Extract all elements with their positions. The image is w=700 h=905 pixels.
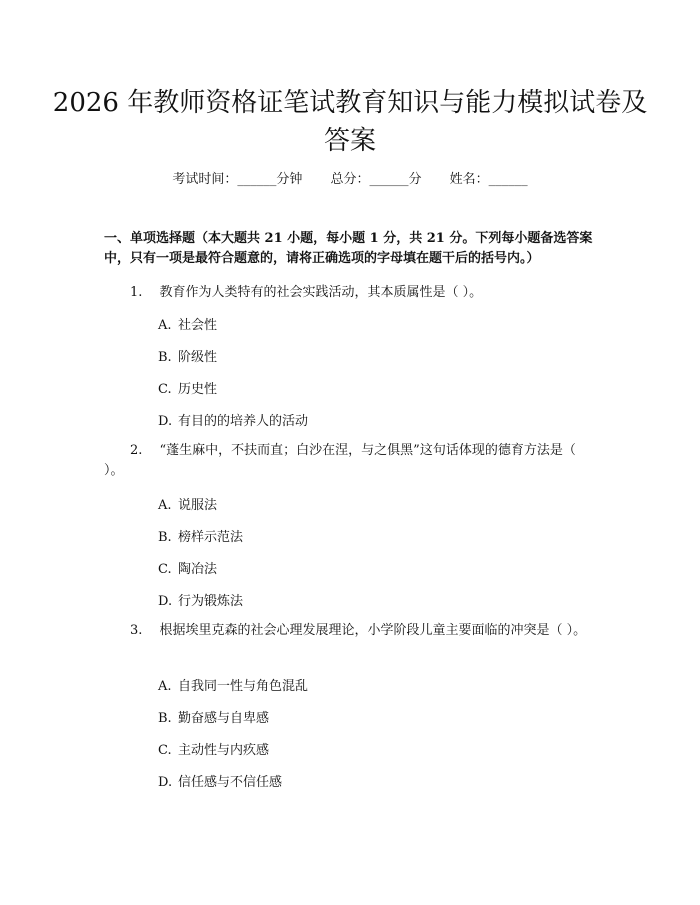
option-letter: B.	[158, 711, 172, 726]
option-1a	[158, 314, 217, 333]
option-2a	[158, 494, 217, 513]
option-text: 历史性	[178, 382, 218, 397]
option-letter: C.	[158, 382, 172, 397]
option-3c	[158, 739, 269, 758]
option-letter: D.	[158, 414, 173, 429]
option-letter: C.	[158, 562, 172, 577]
option-2d	[158, 590, 243, 609]
option-letter: D.	[158, 594, 173, 609]
question-stem: 1. 教育作为人类特有的社会实践活动，其本质属性是（ ）。	[130, 285, 483, 300]
option-3d	[158, 771, 282, 790]
option-text: 主动性与内疚感	[178, 743, 270, 758]
option-letter: A.	[158, 498, 172, 513]
section-heading: 一、单项选择题（本大题共 21 小题，每小题 1 分，共 21 分。下列每小题备选答案中，只有一项是最符合题意的，请将正确选项的字母填在题干后的括号内。）	[104, 231, 593, 266]
option-text: 社会性	[178, 318, 218, 333]
student-name: 姓名：______	[449, 172, 528, 187]
option-text: 勤奋感与自卑感	[178, 711, 270, 726]
question-stem: 2. “蓬生麻中，不扶而直；白沙在涅，与之俱黑”这句话体现的德育方法是（ ）。	[104, 443, 576, 478]
option-text: 信任感与不信任感	[178, 775, 283, 790]
option-2b	[158, 526, 243, 545]
option-text: 榜样示范法	[178, 530, 244, 545]
option-1b	[158, 346, 217, 365]
option-2c	[158, 558, 217, 577]
option-letter: B.	[158, 530, 172, 545]
total-score: 总分：______分	[330, 172, 422, 187]
option-1d	[158, 410, 308, 429]
option-text: 说服法	[178, 498, 218, 513]
option-1c	[158, 378, 217, 397]
option-text: 行为锻炼法	[178, 594, 244, 609]
option-text: 自我同一性与角色混乱	[178, 679, 309, 694]
exam-info-line	[0, 168, 700, 187]
option-3a	[158, 675, 308, 694]
option-letter: A.	[158, 318, 172, 333]
option-letter: D.	[158, 775, 173, 790]
option-3b	[158, 707, 269, 726]
option-letter: A.	[158, 679, 172, 694]
option-text: 陶冶法	[178, 562, 218, 577]
option-text: 有目的的培养人的活动	[178, 414, 309, 429]
question-stem: 3. 根据埃里克森的社会心理发展理论，小学阶段儿童主要面临的冲突是（ ）。	[130, 623, 587, 638]
option-letter: C.	[158, 743, 172, 758]
page-title: 2026 年教师资格证笔试教育知识与能力模拟试卷及答案	[52, 88, 648, 156]
exam-time: 考试时间：______分钟	[172, 172, 303, 187]
option-letter: B.	[158, 350, 172, 365]
option-text: 阶级性	[178, 350, 218, 365]
